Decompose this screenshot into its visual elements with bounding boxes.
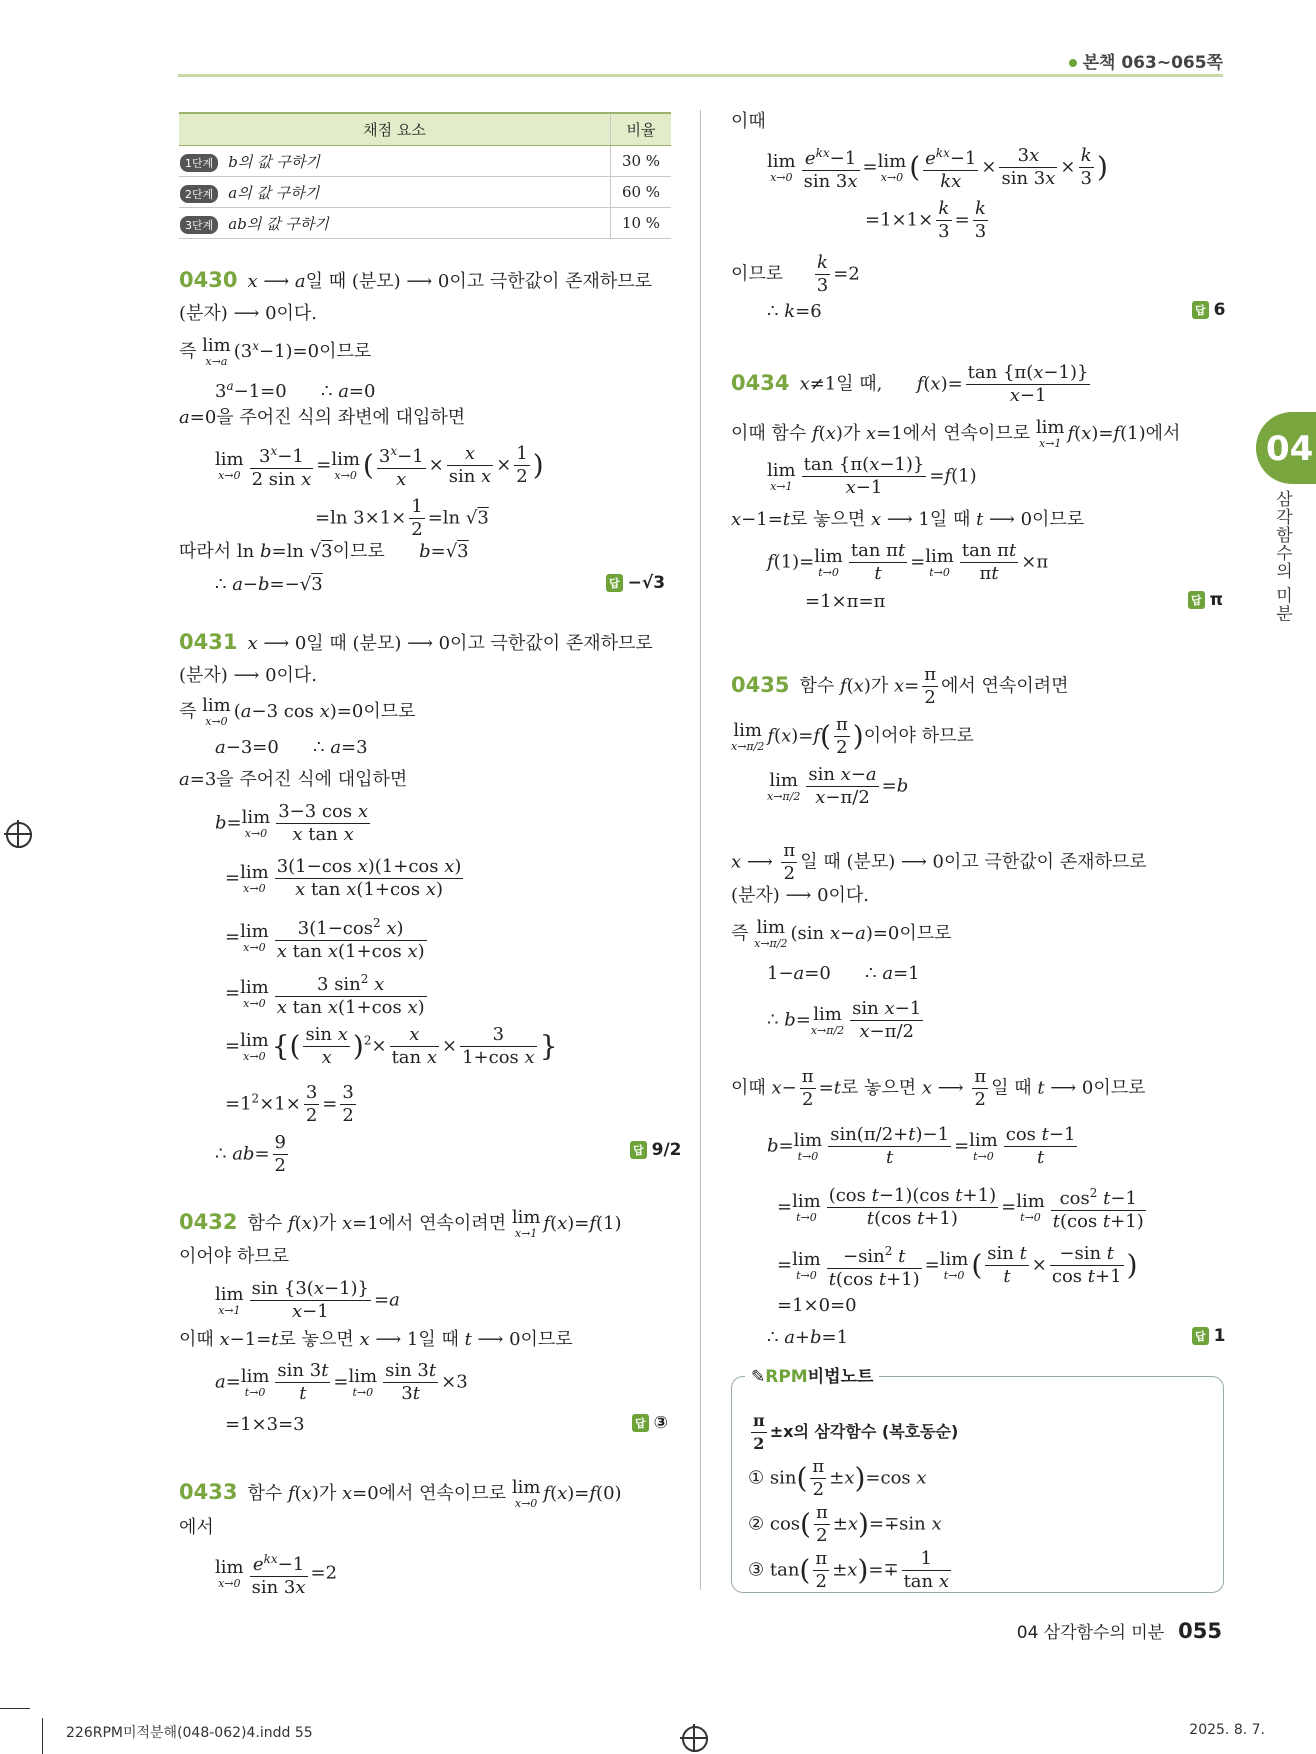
p0431-answer: [630, 1140, 682, 1160]
problem-number: 0432: [179, 1210, 238, 1234]
p0435-line6: 1−a=0 ∴ a=1: [767, 963, 920, 984]
p0434-line2: 이때 함수 f(x)가 x=1에서 연속이므로 lim x→1 f(x)=f(1)에서: [731, 417, 1181, 450]
p0433-eq1: lim x→0 $\frac{e^{kx}-1}{\sin 3x}$ =2: [215, 1548, 337, 1599]
p0434-answer: [1188, 590, 1223, 610]
p0430-eq1: lim x→0 $\frac{3^x-1}{\text{2 sin x}}$ = lim x→0 ( $\frac{3^x-1}{x}$ × $\frac{x}{\text{sin x}}$ × $\frac{1}{2}$ ): [215, 440, 544, 491]
pencil-icon: ✎: [751, 1367, 766, 1387]
rpm-formula-1: ① sin( $\frac{\pi}{2}$ ±x)=cos x: [748, 1456, 927, 1500]
rpm-formula-3: ③ tan( $\frac{\pi}{2}$ ±x)=∓ $\frac{1}{\text{tan x}}$: [748, 1548, 949, 1592]
p0433-eq2: lim x→0 $\frac{e^{kx}-1}{\sin 3x}$ = lim x→0 ( $\frac{e^{kx}-1}{kx}$ × $\frac{3x}{\sin 3x}$ × $\frac{k}{3}$ ): [767, 142, 1108, 193]
answer-value: π: [1209, 590, 1224, 610]
answer-value: 1: [1213, 1326, 1226, 1346]
p0430-answer: [606, 573, 665, 593]
p0435-eq2: ∴ b= lim x→π/2 $\frac{\text{sin x−1}}{x-\pi/2}$: [767, 998, 922, 1042]
answer-badge: 답: [632, 1414, 649, 1432]
p0435-line7: 이때 x− $\frac{\pi}{2}$ =t로 놓으면 x ⟶ $\frac{\pi}{2}$ 일 때 t ⟶ 0이므로: [731, 1066, 1146, 1110]
page-footer: [1017, 1618, 1222, 1643]
p0435-eq5: = lim t→0 $\frac{-\sin^2 t}{\text{t(cos t+1)}}$ = lim t→0 ( $\frac{\text{sin t}}{t}$ × $\frac{\text{−sin t}}{\text{cos t+1}}$ ): [777, 1240, 1138, 1291]
p0434-eq2: f(1)= lim t→0 $\frac{\text{tan πt}}{t}$ = lim t→0 $\frac{\text{tan πt}}{\pi t}$ ×π: [767, 540, 1049, 584]
score-ratio: 60 %: [611, 177, 672, 208]
p0435-eq3: b= lim t→0 $\frac{\sin(\pi/2+t)-1}{t}$ = lim t→0 $\frac{\text{cos t−1}}{t}$: [767, 1124, 1076, 1168]
p0435-line1: 0435 함수 f(x)가 x= $\frac{\pi}{2}$ 에서 연속이려면: [731, 664, 1069, 708]
p0431-line5: a=3을 주어진 식에 대입하면: [179, 769, 408, 790]
answer-value: 9/2: [651, 1140, 682, 1160]
p0432-answer: [632, 1413, 668, 1433]
p0431-eq4: = lim x→0 $\frac{3 \sin^2 x}{\text{x tan x(1+cos x)}}$: [225, 968, 430, 1019]
p0432-eq2: a= lim t→0 $\frac{\sin 3t}{t}$ = lim t→0 $\frac{\sin 3t}{3t}$ ×3: [215, 1360, 468, 1404]
score-head-ratio: 비율: [611, 113, 672, 146]
p0430-eq2: =ln 3×1× $\frac{1}{2}$ =ln √3: [315, 496, 489, 540]
stage-badge: 2단계: [180, 185, 218, 203]
p0433-line4: 이므로 $\frac{k}{3}$ =2: [731, 252, 860, 296]
p0431-eq2: = lim x→0 $\frac{\text{3(1−cos x)(1+cos x)}}{\text{x tan x(1+cos x)}}$: [225, 856, 462, 900]
p0430-line6: 따라서 ln b=ln √3이므로 b=√3: [179, 541, 469, 562]
p0431-line6: ∴ ab= $\frac{9}{2}$: [215, 1132, 286, 1176]
stage-badge: 3단계: [180, 216, 218, 234]
p0435-line3: x ⟶ $\frac{\pi}{2}$ 일 때 (분모) ⟶ 0이고 극한값이 존재하므로: [731, 840, 1147, 884]
answer-badge: 답: [606, 574, 623, 592]
header-ref-text: 본책 063~065쪽: [1082, 53, 1223, 73]
answer-badge: 답: [1192, 301, 1209, 319]
score-ratio: 10 %: [611, 208, 672, 239]
score-head-item: 채점 요소: [179, 113, 611, 146]
slug-file: 226RPM미적분해(048-062)4.indd 55: [66, 1725, 313, 1741]
p0434-eq1: lim x→1 $\frac{\tan \{\pi(x-1)\}}{x-1}$ =f(1): [767, 454, 977, 498]
p0431-line4: a−3=0 ∴ a=3: [215, 737, 368, 758]
p0433-line3: 이때: [731, 111, 766, 132]
p0431-eq6: $=1^2\times 1\times$ $\frac{3}{2}$ = $\frac{3}{2}$: [225, 1082, 354, 1126]
chapter-tab-number: 04: [1266, 429, 1314, 469]
p0433-eq3: =1×1× $\frac{k}{3}$ = $\frac{k}{3}$: [865, 198, 987, 242]
problem-number: 0435: [731, 672, 790, 697]
chapter-tab-title: 삼각함수의 미분: [1272, 490, 1292, 623]
p0432-line1: 0432 함수 f(x)가 x=1에서 연속이려면 lim x→1 f(x)=f(1): [179, 1207, 622, 1240]
registration-mark-icon: [682, 1726, 708, 1752]
score-item: b의 값 구하기: [228, 152, 320, 171]
crop-mark: [0, 1708, 30, 1709]
p0432-eq1: lim x→1 $\frac{\sin \{3(x-1)\}}{x-1}$ =a: [215, 1278, 400, 1322]
p0435-line2: lim x→π/2 f(x)=f( $\frac{\pi}{2}$ )이어야 하므로: [731, 714, 974, 758]
score-item: a의 값 구하기: [228, 183, 320, 202]
p0431-line1: 0431 x ⟶ 0일 때 (분모) ⟶ 0이고 극한값이 존재하므로: [179, 630, 653, 654]
p0435-line8: ∴ a+b=1: [767, 1327, 849, 1348]
score-table: [179, 112, 671, 239]
p0432-line2: 이어야 하므로: [179, 1246, 290, 1267]
rpm-heading: $\frac{\pi}{2}$ ±x의 삼각함수 (복호동순): [753, 1411, 959, 1453]
p0430-line5: a=0을 주어진 식의 좌변에 대입하면: [179, 407, 466, 428]
p0433-line5: ∴ k=6: [767, 301, 822, 322]
rpm-title: 비법노트: [807, 1367, 874, 1387]
rpm-note-header: [745, 1362, 879, 1387]
column-divider: [700, 110, 701, 1590]
table-row: [179, 177, 671, 208]
page-number: 055: [1178, 1619, 1222, 1643]
p0432-eq3: =1×3=3: [225, 1414, 305, 1435]
p0431-eq1: b= lim x→0 $\frac{\text{3−3 cos x}}{\text{x tan x}}$: [215, 801, 368, 845]
problem-number: 0431: [179, 630, 238, 654]
p0435-line5: 즉 lim x→π/2 (sin x−a)=0이므로: [731, 917, 952, 950]
footer-chapter: 04 삼각함수의 미분: [1016, 1623, 1165, 1643]
problem-number: 0434: [731, 370, 790, 395]
rpm-brand: RPM: [765, 1367, 808, 1387]
p0434-line3: x−1=t로 놓으면 x ⟶ 1일 때 t ⟶ 0이므로: [731, 509, 1085, 530]
p0433-line1: 0433 함수 f(x)가 x=0에서 연속이므로 lim x→0 f(x)=f(0): [179, 1477, 622, 1510]
p0430-line4: $3^a-1=0$ ∴ a=0: [215, 379, 376, 402]
p0431-line3: 즉 lim x→0 (a−3 cos x)=0이므로: [179, 695, 416, 728]
p0431-eq5: = lim x→0 {( $\frac{\text{sin x}}{x}$ )$^2$× $\frac{x}{\text{tan x}}$ × $\frac{3}{\text{1+cos x}}$ }: [225, 1024, 558, 1068]
problem-number: 0433: [179, 1480, 238, 1504]
stage-badge: 1단계: [180, 154, 218, 172]
p0432-line3: 이때 x−1=t로 놓으면 x ⟶ 1일 때 t ⟶ 0이므로: [179, 1329, 573, 1350]
p0434-line1: 0434 x≠1일 때, f(x)= $\frac{\tan \{\pi(x-1)\}}{x-1}$: [731, 362, 1089, 406]
score-ratio: 30 %: [611, 146, 672, 177]
header-rule: [178, 74, 1223, 77]
p0435-eq4: = lim t→0 $\frac{\text{(cos t−1)(cos t+1)}}{\text{t(cos t+1)}}$ = lim t→0 $\frac{\cos^2 t-1}{\text{t(cos t+1)}}$: [777, 1182, 1149, 1233]
rpm-formula-2: ② cos( $\frac{\pi}{2}$ ±x)=∓sin x: [748, 1502, 942, 1546]
p0435-answer: [1192, 1326, 1225, 1346]
p0435-eq6: =1×0=0: [777, 1295, 857, 1316]
p0430-line7: ∴ a−b=−√3: [215, 574, 323, 595]
answer-badge: 답: [630, 1141, 647, 1159]
p0430-line2: (분자) ⟶ 0이다.: [179, 303, 318, 324]
p0431-line2: (분자) ⟶ 0이다.: [179, 665, 318, 686]
answer-value: ③: [653, 1413, 669, 1433]
p0430-line1: 0430 x ⟶ a일 때 (분모) ⟶ 0이고 극한값이 존재하므로: [179, 268, 653, 292]
answer-badge: 답: [1188, 591, 1205, 609]
p0434-eq3: =1×π=π: [805, 591, 886, 612]
chapter-tab: [1256, 412, 1316, 484]
p0431-eq3: = lim x→0 $\frac{3(1-\cos^2 x)}{\text{x tan x(1+cos x)}}$: [225, 912, 430, 963]
answer-value: 6: [1213, 300, 1226, 320]
p0433-answer: [1192, 300, 1225, 320]
registration-mark-icon: [6, 822, 32, 848]
table-row: [179, 146, 671, 177]
answer-badge: 답: [1192, 1327, 1209, 1345]
slug-date: 2025. 8. 7.: [1189, 1722, 1265, 1738]
answer-value: −√3: [627, 573, 666, 593]
problem-number: 0430: [179, 268, 238, 292]
p0435-line4: (분자) ⟶ 0이다.: [731, 885, 870, 906]
score-item: ab의 값 구하기: [228, 214, 329, 233]
p0435-eq1: lim x→π/2 $\frac{\text{sin x−a}}{x-\pi/2}$ =b: [767, 764, 909, 808]
p0433-line2: 에서: [179, 1517, 214, 1538]
table-row: [179, 208, 671, 239]
crop-mark: [42, 1718, 43, 1754]
rpm-heading-text: ±x의 삼각함수 (복호동순): [769, 1422, 959, 1441]
p0430-line3: 즉 lim x→a $(3^x-1)=0$이므로: [179, 335, 372, 368]
bullet-icon: [1069, 59, 1077, 67]
page-header-ref: [1069, 48, 1223, 73]
